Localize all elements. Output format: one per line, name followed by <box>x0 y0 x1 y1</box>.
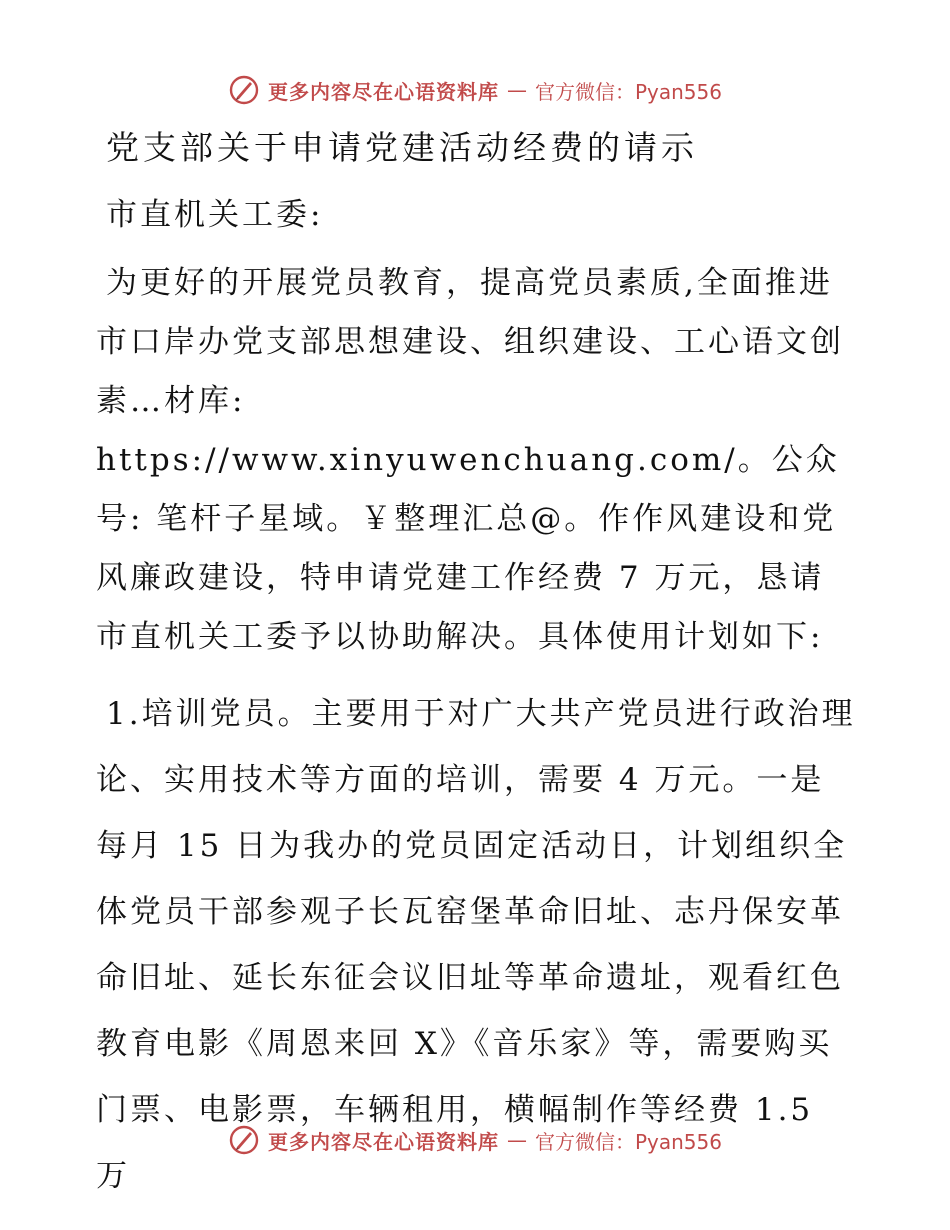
banner-wechat-text: 官方微信：Pyan556 <box>534 1129 722 1154</box>
quill-logo-icon <box>228 74 260 106</box>
paragraph-item-1: 1.培训党员。主要用于对广大共产党员进行政治理论、实用技术等方面的培训，需要 4 万元。一是每月 15 日为我办的党员固定活动日，计划组织全体党员干部参观子长瓦窑堡革命旧址、志丹保安革命旧址、延长东征会议旧址等革命遗址，观看红色教育电影《周恩来回 X》《音乐家》等，需要购买门票、电影票，车辆租用，横幅制作等经费 1.5 万 <box>96 696 856 1194</box>
quill-logo-icon <box>228 1124 260 1156</box>
document-title: 党支部关于申请党建活动经费的请示 <box>106 128 698 167</box>
banner-brand-text: 更多内容尽在心语资料库 <box>267 79 499 104</box>
header-banner <box>0 70 950 110</box>
banner-separator: — <box>506 78 527 102</box>
banner-wechat-text: 官方微信：Pyan556 <box>534 79 722 104</box>
paragraph-intro: 为更好的开展党员教育，提高党员素质,全面推进市口岸办党支部思想建设、组织建设、工心语文创素…材库: https://www.xinyuwenchuang.com/。公众号: 笔杆子星域。￥整理汇总@。作作风建设和党风廉政建设，特申请党建工作经费 7 万元，恳请市直机关工委予以协助解决。具体使用计划如下: <box>96 265 844 655</box>
document-addressee: 市直机关工委: <box>106 197 324 233</box>
banner-separator: — <box>506 1128 527 1152</box>
footer-banner <box>0 1120 950 1160</box>
banner-brand-text: 更多内容尽在心语资料库 <box>267 1129 499 1154</box>
document-body <box>96 120 856 1209</box>
